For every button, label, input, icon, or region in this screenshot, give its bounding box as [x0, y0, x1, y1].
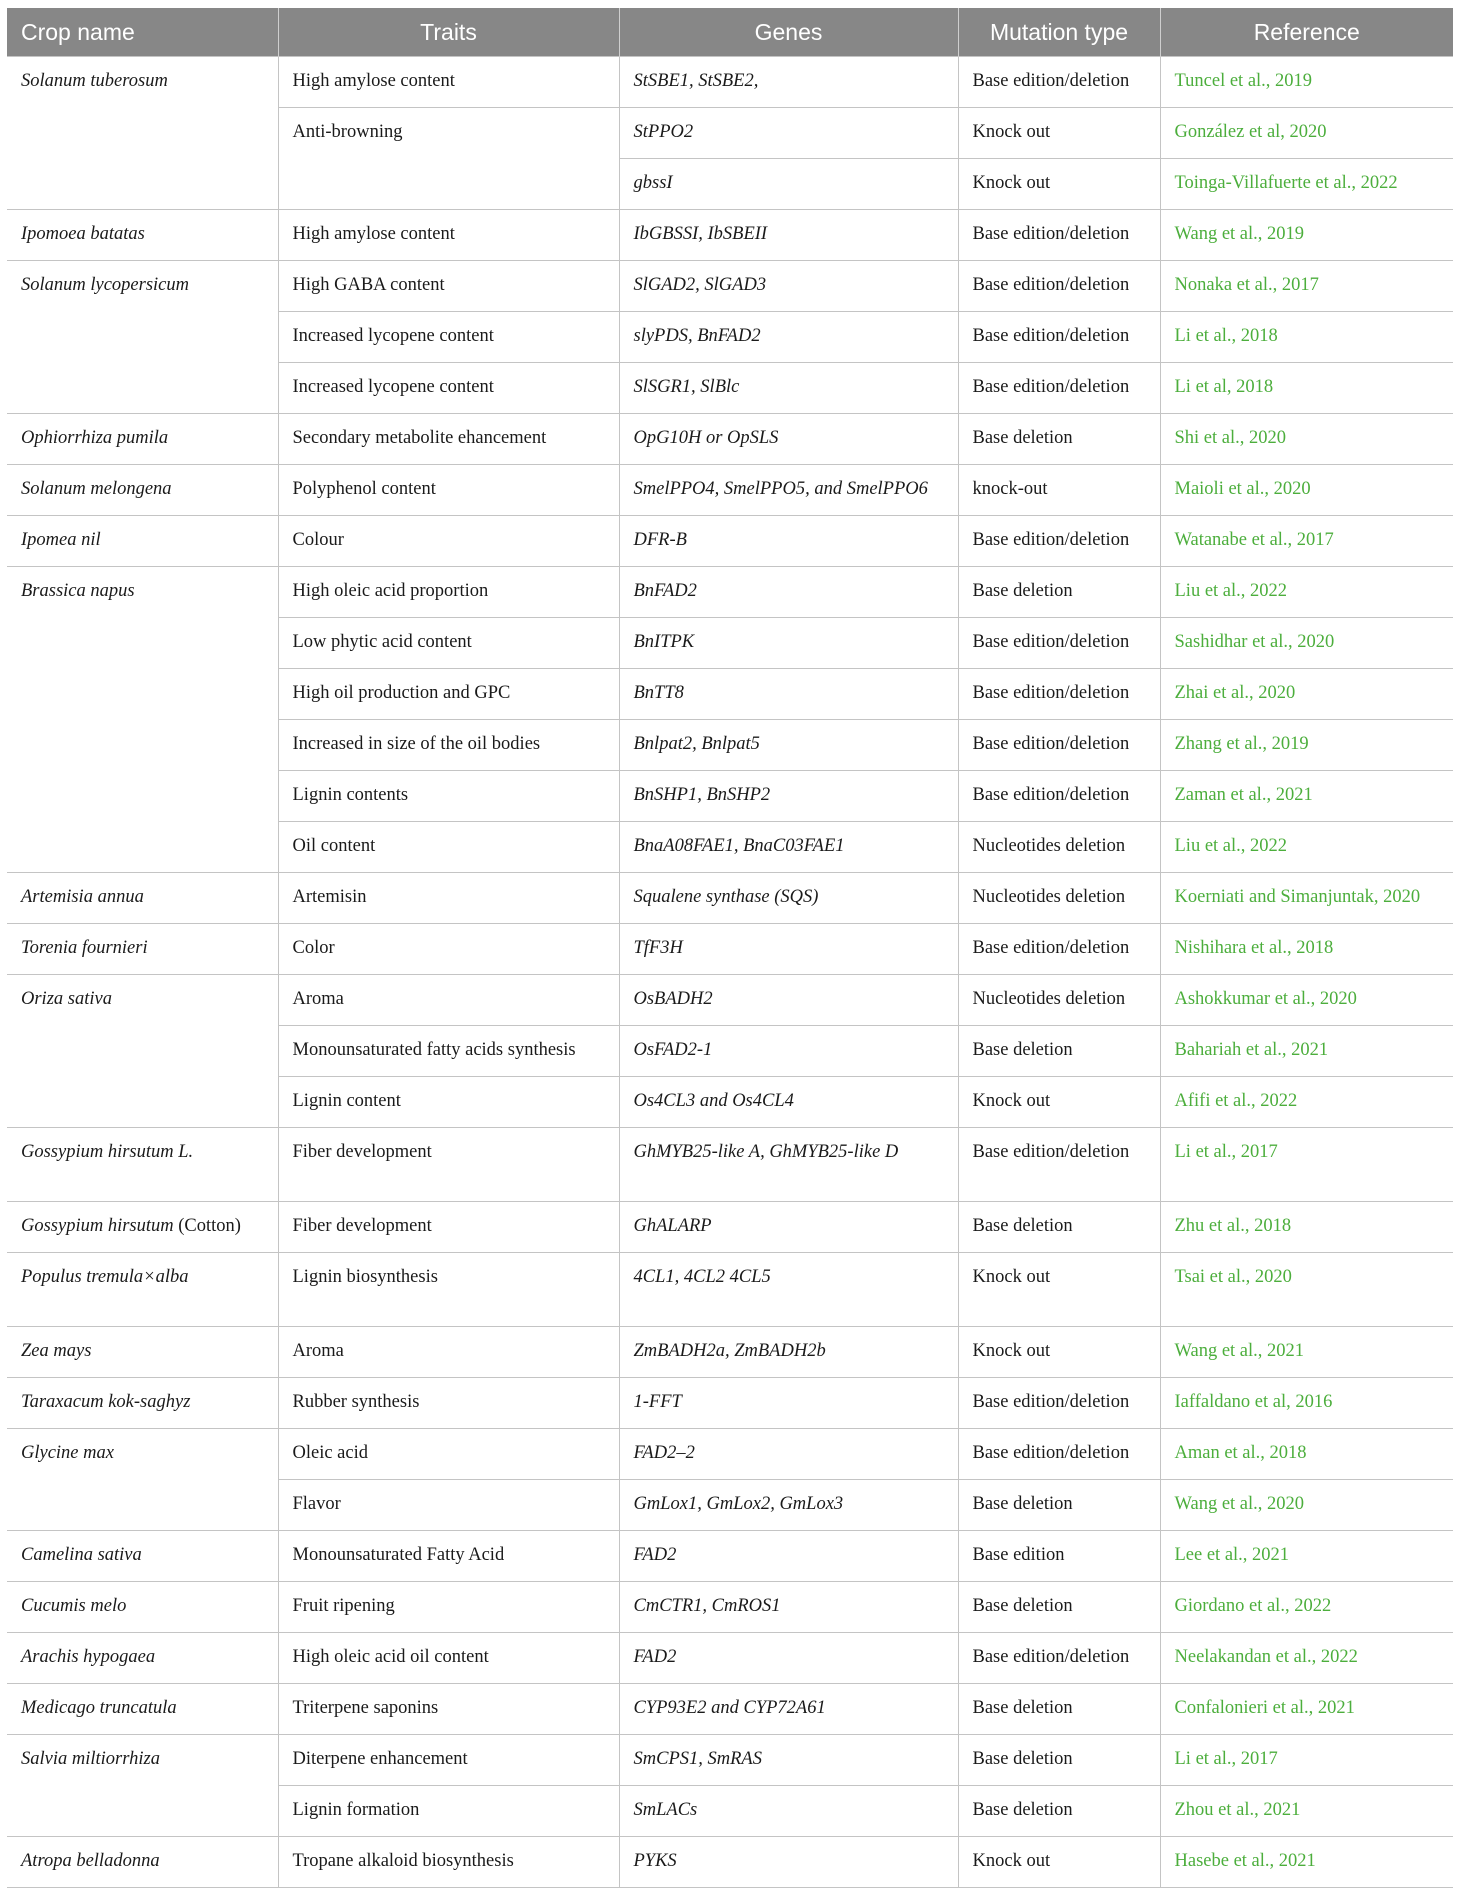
- reference-cell: Neelakandan et al., 2022: [1160, 1633, 1453, 1684]
- genes-cell: SmCPS1, SmRAS: [619, 1735, 958, 1786]
- table-row: [7, 1837, 1453, 1888]
- trait-cell: High GABA content: [278, 261, 619, 312]
- mutation-type-cell: Base edition/deletion: [958, 1128, 1160, 1202]
- reference-cell: Tsai et al., 2020: [1160, 1253, 1453, 1327]
- mutation-type-cell: Knock out: [958, 1253, 1160, 1327]
- table-row: [7, 516, 1453, 567]
- mutation-type-cell: Base deletion: [958, 1582, 1160, 1633]
- crop-name: Ophiorrhiza pumila: [21, 428, 169, 448]
- reference-cell: Li et al., 2017: [1160, 1735, 1453, 1786]
- reference-cell: Zhu et al., 2018: [1160, 1202, 1453, 1253]
- trait-cell: Lignin biosynthesis: [278, 1253, 619, 1327]
- trait-cell: High oleic acid oil content: [278, 1633, 619, 1684]
- genes-cell: SmLACs: [619, 1786, 958, 1837]
- mutation-type-cell: Base deletion: [958, 414, 1160, 465]
- table-row: [7, 414, 1453, 465]
- trait-cell: Secondary metabolite ehancement: [278, 414, 619, 465]
- genes-cell: ZmBADH2a, ZmBADH2b: [619, 1327, 958, 1378]
- crop-name-cell: [7, 1633, 278, 1684]
- header-reference: Reference: [1160, 8, 1453, 57]
- genes-cell: IbGBSSI, IbSBEII: [619, 210, 958, 261]
- trait-cell: High amylose content: [278, 210, 619, 261]
- crop-name-cell: [7, 261, 278, 414]
- genes-cell: Bnlpat2, Bnlpat5: [619, 720, 958, 771]
- crop-name: Solanum tuberosum: [21, 71, 168, 91]
- crop-name: Atropa belladonna: [21, 1851, 160, 1871]
- genes-cell: gbssI: [619, 159, 958, 210]
- trait-cell: Color: [278, 924, 619, 975]
- crop-name-cell: [7, 975, 278, 1128]
- trait-cell: Fiber development: [278, 1128, 619, 1202]
- crop-name: Solanum lycopersicum: [21, 275, 190, 295]
- table-row: [7, 1327, 1453, 1378]
- crop-name: Cucumis melo: [21, 1596, 127, 1616]
- table-row: [7, 261, 1453, 312]
- trait-cell: Fruit ripening: [278, 1582, 619, 1633]
- trait-cell: Low phytic acid content: [278, 618, 619, 669]
- trait-cell: Aroma: [278, 975, 619, 1026]
- mutation-type-cell: Base deletion: [958, 1026, 1160, 1077]
- genes-cell: SmelPPO4, SmelPPO5, and SmelPPO6: [619, 465, 958, 516]
- crop-name: Medicago truncatula: [21, 1698, 177, 1718]
- crop-name-cell: [7, 1837, 278, 1888]
- trait-cell: Oleic acid: [278, 1429, 619, 1480]
- trait-cell: Tropane alkaloid biosynthesis: [278, 1837, 619, 1888]
- genes-cell: PYKS: [619, 1837, 958, 1888]
- reference-cell: Li et al, 2018: [1160, 363, 1453, 414]
- trait-cell: Polyphenol content: [278, 465, 619, 516]
- crop-name-cell: [7, 414, 278, 465]
- trait-cell: Increased lycopene content: [278, 312, 619, 363]
- mutation-type-cell: Base edition/deletion: [958, 720, 1160, 771]
- genes-cell: BnTT8: [619, 669, 958, 720]
- mutation-type-cell: Base deletion: [958, 1202, 1160, 1253]
- mutation-type-cell: Base deletion: [958, 567, 1160, 618]
- reference-cell: Iaffaldano et al, 2016: [1160, 1378, 1453, 1429]
- genes-cell: GhMYB25-like A, GhMYB25-like D: [619, 1128, 958, 1202]
- genes-cell: BnITPK: [619, 618, 958, 669]
- trait-cell: Diterpene enhancement: [278, 1735, 619, 1786]
- crop-name-cell: [7, 1582, 278, 1633]
- table-row: [7, 924, 1453, 975]
- trait-cell: Anti-browning: [278, 108, 619, 210]
- reference-cell: Zaman et al., 2021: [1160, 771, 1453, 822]
- genes-cell: StPPO2: [619, 108, 958, 159]
- trait-cell: Colour: [278, 516, 619, 567]
- crop-name-cell: [7, 567, 278, 873]
- table-row: [7, 1378, 1453, 1429]
- table-row: [7, 1429, 1453, 1480]
- trait-cell: Monounsaturated fatty acids synthesis: [278, 1026, 619, 1077]
- trait-cell: Aroma: [278, 1327, 619, 1378]
- trait-cell: Fiber development: [278, 1202, 619, 1253]
- reference-cell: Toinga-Villafuerte et al., 2022: [1160, 159, 1453, 210]
- mutation-type-cell: Base edition/deletion: [958, 516, 1160, 567]
- crops-table: [7, 8, 1453, 1888]
- mutation-type-cell: Base edition/deletion: [958, 57, 1160, 108]
- reference-cell: González et al, 2020: [1160, 108, 1453, 159]
- crop-name: Brassica napus: [21, 581, 135, 601]
- genes-cell: BnSHP1, BnSHP2: [619, 771, 958, 822]
- table-body: [7, 57, 1453, 1888]
- genes-cell: TfF3H: [619, 924, 958, 975]
- genes-cell: SlSGR1, SlBlc: [619, 363, 958, 414]
- genes-cell: BnFAD2: [619, 567, 958, 618]
- mutation-type-cell: Nucleotides deletion: [958, 873, 1160, 924]
- reference-cell: Liu et al., 2022: [1160, 567, 1453, 618]
- mutation-type-cell: Base edition: [958, 1531, 1160, 1582]
- genes-cell: 4CL1, 4CL2 4CL5: [619, 1253, 958, 1327]
- genes-cell: slyPDS, BnFAD2: [619, 312, 958, 363]
- trait-cell: Increased lycopene content: [278, 363, 619, 414]
- genes-cell: 1-FFT: [619, 1378, 958, 1429]
- genes-cell: Squalene synthase (SQS): [619, 873, 958, 924]
- mutation-type-cell: Nucleotides deletion: [958, 975, 1160, 1026]
- mutation-type-cell: Base edition/deletion: [958, 210, 1160, 261]
- crop-name: Artemisia annua: [21, 887, 144, 907]
- table-row: [7, 975, 1453, 1026]
- mutation-type-cell: Base edition/deletion: [958, 312, 1160, 363]
- trait-cell: Triterpene saponins: [278, 1684, 619, 1735]
- mutation-type-cell: knock-out: [958, 465, 1160, 516]
- crop-name-suffix: (Cotton): [173, 1216, 241, 1236]
- crop-name-cell: [7, 1327, 278, 1378]
- trait-cell: High oleic acid proportion: [278, 567, 619, 618]
- mutation-type-cell: Base deletion: [958, 1786, 1160, 1837]
- crop-name-cell: [7, 1684, 278, 1735]
- table-row: [7, 465, 1453, 516]
- genes-cell: CYP93E2 and CYP72A61: [619, 1684, 958, 1735]
- crop-name-cell: [7, 873, 278, 924]
- table-row: [7, 873, 1453, 924]
- trait-cell: Lignin contents: [278, 771, 619, 822]
- genes-cell: OpG10H or OpSLS: [619, 414, 958, 465]
- genes-cell: GhALARP: [619, 1202, 958, 1253]
- genes-cell: CmCTR1, CmROS1: [619, 1582, 958, 1633]
- reference-cell: Zhou et al., 2021: [1160, 1786, 1453, 1837]
- trait-cell: High oil production and GPC: [278, 669, 619, 720]
- mutation-type-cell: Knock out: [958, 1837, 1160, 1888]
- trait-cell: Monounsaturated Fatty Acid: [278, 1531, 619, 1582]
- table-row: [7, 57, 1453, 108]
- crop-name-cell: [7, 1128, 278, 1202]
- table-row: [7, 1582, 1453, 1633]
- reference-cell: Giordano et al., 2022: [1160, 1582, 1453, 1633]
- crop-name: Taraxacum kok-saghyz: [21, 1392, 191, 1412]
- mutation-type-cell: Base edition/deletion: [958, 261, 1160, 312]
- crop-name-cell: [7, 1202, 278, 1253]
- genes-cell: FAD2–2: [619, 1429, 958, 1480]
- mutation-type-cell: Nucleotides deletion: [958, 822, 1160, 873]
- trait-cell: Flavor: [278, 1480, 619, 1531]
- reference-cell: Wang et al., 2021: [1160, 1327, 1453, 1378]
- trait-cell: Oil content: [278, 822, 619, 873]
- crop-name-cell: [7, 924, 278, 975]
- mutation-type-cell: Base deletion: [958, 1480, 1160, 1531]
- crop-name: Populus tremula×alba: [21, 1267, 189, 1287]
- mutation-type-cell: Base edition/deletion: [958, 924, 1160, 975]
- mutation-type-cell: Base edition/deletion: [958, 771, 1160, 822]
- reference-cell: Afifi et al., 2022: [1160, 1077, 1453, 1128]
- table-row: [7, 1531, 1453, 1582]
- crop-name-cell: [7, 516, 278, 567]
- mutation-type-cell: Base deletion: [958, 1684, 1160, 1735]
- trait-cell: Artemisin: [278, 873, 619, 924]
- header-row: [7, 8, 1453, 57]
- reference-cell: Tuncel et al., 2019: [1160, 57, 1453, 108]
- trait-cell: Increased in size of the oil bodies: [278, 720, 619, 771]
- table-row: [7, 1128, 1453, 1202]
- reference-cell: Wang et al., 2019: [1160, 210, 1453, 261]
- header-genes: Genes: [619, 8, 958, 57]
- header-mutation-type: Mutation type: [958, 8, 1160, 57]
- reference-cell: Aman et al., 2018: [1160, 1429, 1453, 1480]
- crop-name: Solanum melongena: [21, 479, 172, 499]
- mutation-type-cell: Base edition/deletion: [958, 1378, 1160, 1429]
- crop-name: Salvia miltiorrhiza: [21, 1749, 160, 1769]
- crop-name: Camelina sativa: [21, 1545, 142, 1565]
- crop-name-cell: [7, 1253, 278, 1327]
- crop-name-cell: [7, 1735, 278, 1837]
- crop-name-cell: [7, 210, 278, 261]
- crop-name-cell: [7, 1378, 278, 1429]
- header-traits: Traits: [278, 8, 619, 57]
- table-row: [7, 1253, 1453, 1327]
- crop-name: Oriza sativa: [21, 989, 112, 1009]
- reference-cell: Sashidhar et al., 2020: [1160, 618, 1453, 669]
- trait-cell: High amylose content: [278, 57, 619, 108]
- crop-name: Glycine max: [21, 1443, 114, 1463]
- crop-name-cell: [7, 57, 278, 210]
- reference-cell: Lee et al., 2021: [1160, 1531, 1453, 1582]
- table-row: [7, 1202, 1453, 1253]
- mutation-type-cell: Base edition/deletion: [958, 618, 1160, 669]
- crop-name-cell: [7, 465, 278, 516]
- crop-name: Gossypium hirsutum: [21, 1216, 174, 1236]
- mutation-type-cell: Base edition/deletion: [958, 669, 1160, 720]
- genes-cell: DFR-B: [619, 516, 958, 567]
- mutation-type-cell: Knock out: [958, 108, 1160, 159]
- genes-cell: SlGAD2, SlGAD3: [619, 261, 958, 312]
- trait-cell: Lignin content: [278, 1077, 619, 1128]
- crop-name: Ipomea nil: [21, 530, 101, 550]
- table-header: [7, 8, 1453, 57]
- reference-cell: Nonaka et al., 2017: [1160, 261, 1453, 312]
- trait-cell: Rubber synthesis: [278, 1378, 619, 1429]
- table-row: [7, 1735, 1453, 1786]
- genes-cell: BnaA08FAE1, BnaC03FAE1: [619, 822, 958, 873]
- trait-cell: Lignin formation: [278, 1786, 619, 1837]
- reference-cell: Zhai et al., 2020: [1160, 669, 1453, 720]
- reference-cell: Wang et al., 2020: [1160, 1480, 1453, 1531]
- mutation-type-cell: Base edition/deletion: [958, 1633, 1160, 1684]
- crop-name: Ipomoea batatas: [21, 224, 145, 244]
- mutation-type-cell: Knock out: [958, 1327, 1160, 1378]
- table-row: [7, 1684, 1453, 1735]
- genes-cell: Os4CL3 and Os4CL4: [619, 1077, 958, 1128]
- crop-name: Zea mays: [21, 1341, 92, 1361]
- reference-cell: Li et al., 2017: [1160, 1128, 1453, 1202]
- table-row: [7, 1633, 1453, 1684]
- reference-cell: Bahariah et al., 2021: [1160, 1026, 1453, 1077]
- table-row: [7, 567, 1453, 618]
- mutation-type-cell: Base edition/deletion: [958, 1429, 1160, 1480]
- reference-cell: Koerniati and Simanjuntak, 2020: [1160, 873, 1453, 924]
- genes-cell: GmLox1, GmLox2, GmLox3: [619, 1480, 958, 1531]
- reference-cell: Watanabe et al., 2017: [1160, 516, 1453, 567]
- genes-cell: OsFAD2-1: [619, 1026, 958, 1077]
- mutation-type-cell: Base edition/deletion: [958, 363, 1160, 414]
- genes-cell: StSBE1, StSBE2,: [619, 57, 958, 108]
- reference-cell: Li et al., 2018: [1160, 312, 1453, 363]
- crop-name-cell: [7, 1531, 278, 1582]
- reference-cell: Zhang et al., 2019: [1160, 720, 1453, 771]
- genes-cell: FAD2: [619, 1531, 958, 1582]
- genes-cell: FAD2: [619, 1633, 958, 1684]
- reference-cell: Hasebe et al., 2021: [1160, 1837, 1453, 1888]
- mutation-type-cell: Base deletion: [958, 1735, 1160, 1786]
- reference-cell: Nishihara et al., 2018: [1160, 924, 1453, 975]
- reference-cell: Maioli et al., 2020: [1160, 465, 1453, 516]
- mutation-type-cell: Knock out: [958, 1077, 1160, 1128]
- crop-name: Torenia fournieri: [21, 938, 148, 958]
- header-crop-name: Crop name: [7, 8, 278, 57]
- crop-name-cell: [7, 1429, 278, 1531]
- reference-cell: Liu et al., 2022: [1160, 822, 1453, 873]
- mutation-type-cell: Knock out: [958, 159, 1160, 210]
- genes-cell: OsBADH2: [619, 975, 958, 1026]
- crop-name: Gossypium hirsutum L.: [21, 1142, 194, 1162]
- reference-cell: Shi et al., 2020: [1160, 414, 1453, 465]
- reference-cell: Confalonieri et al., 2021: [1160, 1684, 1453, 1735]
- crop-name: Arachis hypogaea: [21, 1647, 156, 1667]
- reference-cell: Ashokkumar et al., 2020: [1160, 975, 1453, 1026]
- table-row: [7, 210, 1453, 261]
